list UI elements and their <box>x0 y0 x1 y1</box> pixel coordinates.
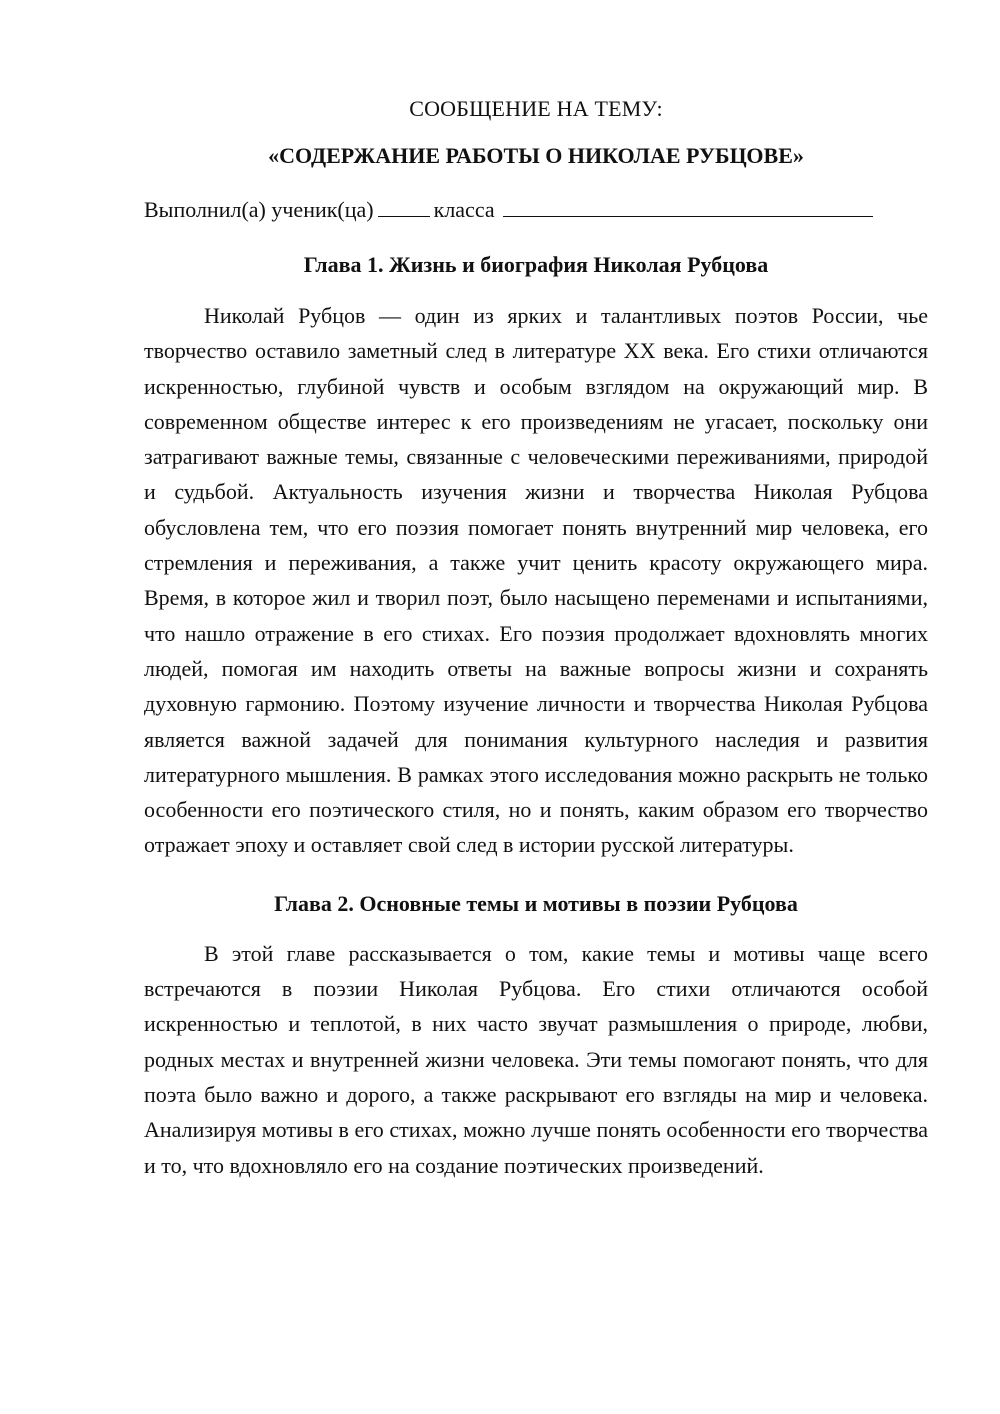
student-name-blank <box>503 192 873 217</box>
title-line-1: СООБЩЕНИЕ НА ТЕМУ: <box>409 96 663 121</box>
byline-prefix: Выполнил(а) ученик(ца) <box>144 197 374 222</box>
class-number-blank <box>378 192 430 217</box>
document-content <box>144 92 928 1183</box>
chapter-2-paragraph: В этой главе рассказывается о том, какие темы и мотивы чаще всего встречаются в поэзии Николая Рубцова. Его стихи отличаются особой искренностью и теплотой, в них часто звучат размышления о природе, любви, родных местах и внутренней жизни человека. Эти темы помогают понять, что для поэта было важно и дорого, а также раскрывают его взгляды на мир и человека. Анализируя мотивы в его стихах, можно лучше понять особенности его творчества и то, что вдохновляло его на создание поэтических произведений. <box>144 940 928 1178</box>
title-line-2: «СОДЕРЖАНИЕ РАБОТЫ О НИКОЛАЕ РУБЦОВЕ» <box>268 143 804 168</box>
chapter-1-paragraph: Николай Рубцов — один из ярких и талантливых поэтов России, чье творчество оставило заметный след в литературе XX века. Его стихи отличаются искренностью, глубиной чувств и особым взглядом на окружающий мир. В современном обществе интерес к его произведениям не угасает, поскольку они затрагивают важные темы, связанные с человеческими переживаниями, природой и судьбой. Актуальность изучения жизни и творчества Николая Рубцова обусловлена тем, что его поэзия помогает понять внутренний мир человека, его стремления и переживания, а также учит ценить красоту окружающего мира. Время, в которое жил и творил поэт, было насыщено переменами и испытаниями, что нашло отражение в его стихах. Его поэзия продолжает вдохновлять многих людей, помогая им находить ответы на важные вопросы жизни и сохранять духовную гармонию. Поэтому изучение личности и творчества Николая Рубцова является важной задачей для понимания культурного наследия и развития литературного мышления. В рамках этого исследования можно раскрыть не только особенности его поэтического стиля, но и понять, каким образом его творчество отражает эпоху и оставляет свой след в истории русской литературы. <box>144 303 928 858</box>
byline <box>144 192 928 227</box>
byline-class-label: класса <box>433 197 495 222</box>
chapter-1-heading: Глава 1. Жизнь и биография Николая Рубцова <box>303 252 769 277</box>
chapter-2-heading: Глава 2. Основные темы и мотивы в поэзии Рубцова <box>274 890 798 916</box>
